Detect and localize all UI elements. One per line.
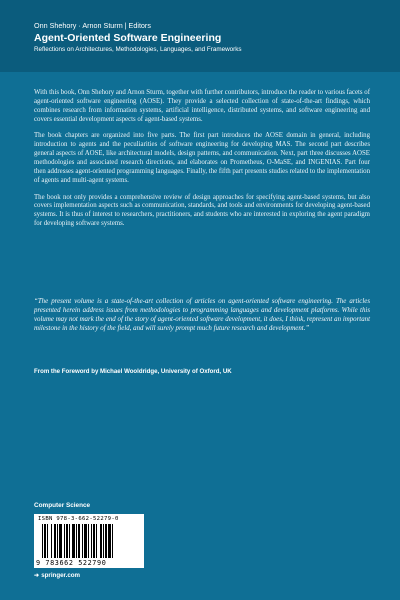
isbn-barcode xyxy=(34,514,144,568)
quote-attribution: From the Foreword by Michael Wooldridge, University of Oxford, UK xyxy=(34,368,232,375)
barcode-bar xyxy=(66,524,68,558)
blurb-paragraph: The book chapters are organized into five parts. The first part introduces the AOSE domain in general, including introduction to agents and the peculiarities of software engineering for developing MAS. The second part describes general aspects of AOSE, like architectural models, design patterns, and communication. Next, part three discusses AOSE methodologies and associated research directions, and elaborates on Prometheus, O-MaSE, and INGENIAS. Part four then addresses agent-oriented programming languages. Finally, the fifth part presents studies related to the implementation of agents and multi-agent systems. xyxy=(34,132,370,185)
barcode-bar xyxy=(84,524,87,558)
foreword-quote: “The present volume is a state-of-the-art collection of articles on agent-oriented software engineering. The articles presented herein address issues from methodologies to programming languages and development platforms. While this volume may not mark the end of the story of agent-oriented software development, it does, I think, represent an important milestone in the history of the field, and will surely prompt much future research and development.” xyxy=(34,298,370,332)
website-label: springer.com xyxy=(41,572,81,579)
barcode-bar xyxy=(78,524,80,558)
barcode-bar xyxy=(72,524,75,558)
book-subtitle: Reflections on Architectures, Methodologies, Languages, and Frameworks xyxy=(34,46,242,53)
blurb-text xyxy=(34,89,370,237)
barcode-bar xyxy=(44,524,46,558)
barcode-bar xyxy=(69,524,70,558)
blurb-paragraph: The book not only provides a comprehensive review of design approaches for specifying agent-based systems, but also covers implementation aspects such as communication, standards, and tools and environments for developing agent-based systems. It is thus of interest to researchers, practitioners, and students who are interested in exploring the agent paradigm for developing software systems. xyxy=(34,193,370,228)
barcode-bar xyxy=(59,524,62,558)
barcode-bar xyxy=(42,524,43,558)
arrow-icon: ➜ xyxy=(34,572,40,579)
barcode-bar xyxy=(51,524,52,558)
barcode-bar xyxy=(112,524,113,558)
isbn-label: ISBN 978-3-662-52279-0 xyxy=(38,516,119,522)
barcode-bar xyxy=(54,524,56,558)
barcode-bars xyxy=(42,524,136,558)
cover-header xyxy=(34,21,374,53)
barcode-bar xyxy=(64,524,65,558)
barcode-bar xyxy=(105,524,107,558)
book-title: Agent-Oriented Software Engineering xyxy=(34,32,222,44)
barcode-bar xyxy=(93,524,95,558)
barcode-number: 9 783662 522790 xyxy=(36,559,107,567)
barcode-bar xyxy=(82,524,83,558)
barcode-bar xyxy=(108,524,111,558)
barcode-bar xyxy=(91,524,92,558)
publisher-website[interactable] xyxy=(34,572,80,579)
barcode-bar xyxy=(76,524,77,558)
barcode-bar xyxy=(88,524,89,558)
editors-line: Onn Shehory · Arnon Sturm | Editors xyxy=(34,21,151,30)
barcode-bar xyxy=(96,524,97,558)
barcode-bar xyxy=(57,524,58,558)
subject-category: Computer Science xyxy=(34,502,91,509)
barcode-bar xyxy=(100,524,102,558)
blurb-paragraph: With this book, Onn Shehory and Arnon Sturm, together with further contributors, introduce the reader to various facets of agent-oriented software engineering (AOSE). They provide a selected collection of state-of-the-art findings, which combines research from information systems, artificial intelligence, distributed systems, and software engineering and covers essential development aspects of agent-based systems. xyxy=(34,89,370,123)
barcode-bar xyxy=(47,524,48,558)
barcode-bar xyxy=(103,524,104,558)
